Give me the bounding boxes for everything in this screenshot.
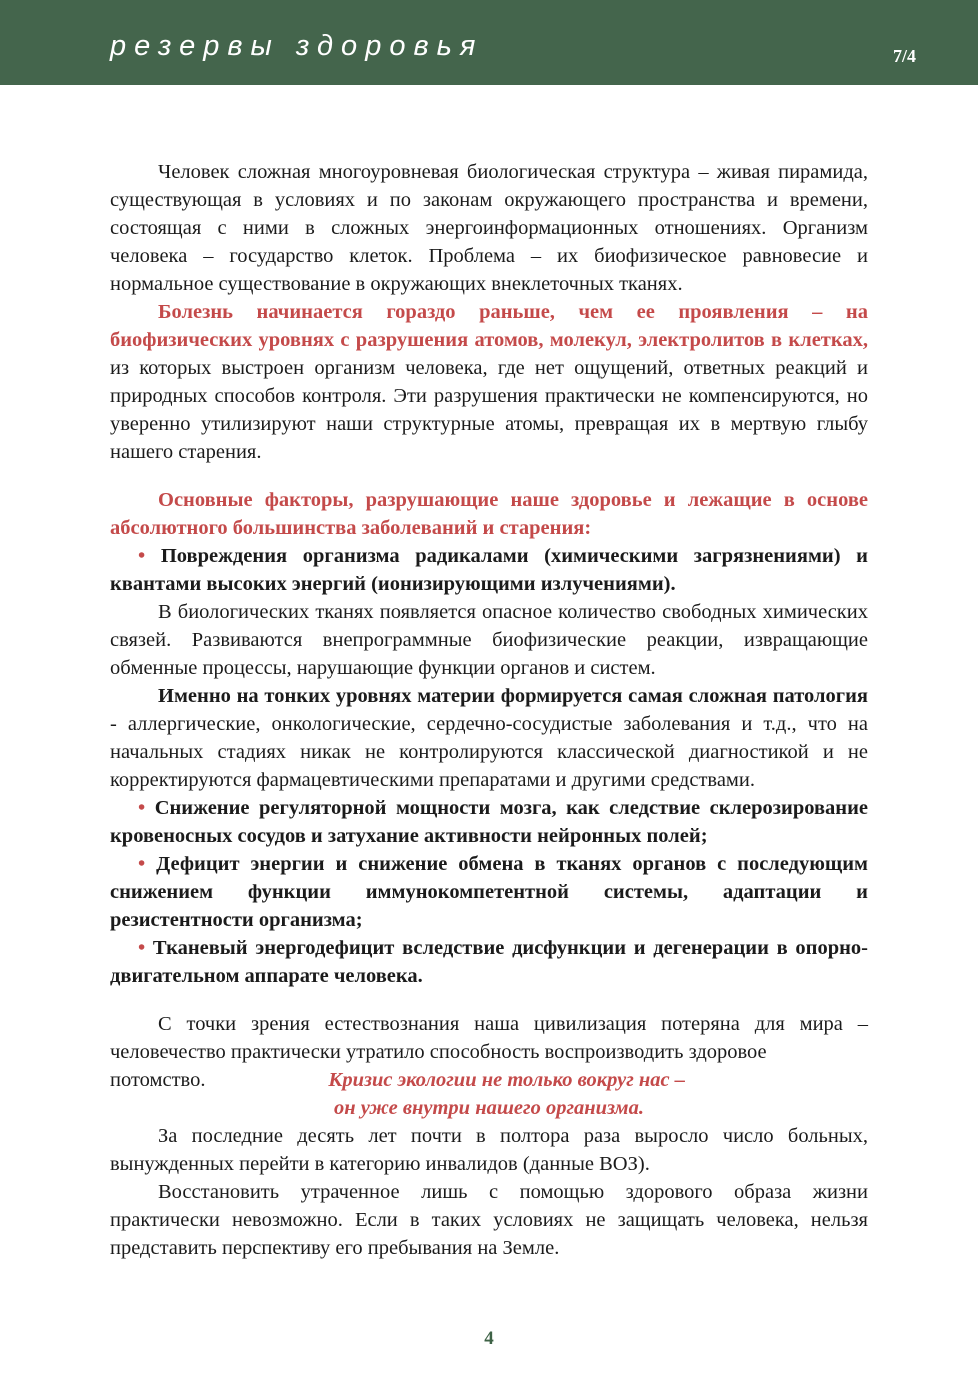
bullet-dot-icon: • <box>138 937 146 959</box>
bullet-dot-icon: • <box>138 545 146 567</box>
paragraph-tissues: В биологических тканях появляется опасное количество свободных химических связей. Развиваются внепрограммные биофизические реакции, извращающие обменные процессы, нарушающие функции органов и систем. <box>110 601 868 679</box>
bullet-item-brain <box>110 794 868 850</box>
factors-heading: Основные факторы, разрушающие наше здоровье и лежащие в основе абсолютного большинства заболеваний и старения: <box>110 489 868 539</box>
article-body <box>110 158 868 1262</box>
bullet-dot-icon: • <box>138 797 146 819</box>
crisis-row <box>110 1066 868 1094</box>
paragraph-intro: Человек сложная многоуровневая биологическая структура – живая пирамида, существующая в условиях и по законам окружающего пространства и времени, состоящая с ними в сложных энергоинформационных отношениях. Организм человека – государство клеток. Проблема – их биофизическое равновесие и нормальное существование в окружающих внеклеточных тканях. <box>110 161 868 295</box>
header-title: резервы здоровья <box>110 30 484 62</box>
bullet-dot-icon: • <box>138 853 146 875</box>
pathology-text: - аллергические, онкологические, сердечно-сосудистые заболевания и т.д., что на начальных стадиях никак не контролируются классической диагностикой и не корректируются фармацевтическими препаратами и другими средствами. <box>110 713 868 791</box>
bullet-text: Снижение регуляторной мощности мозга, как следствие склерозирование кровеносных сосудов и затухание активности нейронных полей; <box>110 797 869 847</box>
paragraph-pathology <box>110 682 868 794</box>
civilization-end: потомство. <box>110 1069 206 1091</box>
paragraph-civilization: С точки зрения естествознания наша цивилизация потеряна для мира – человечество практически утратило способность воспроизводить здоровое <box>110 1013 868 1063</box>
crisis-quote-line1: Кризис экологии не только вокруг нас – <box>328 1069 686 1091</box>
pathology-highlight: Именно на тонких уровнях материи формируется самая сложная патология <box>158 685 868 707</box>
page-number: 4 <box>484 1328 494 1349</box>
bullet-item-energy <box>110 850 868 934</box>
header-page-code: 7/4 <box>892 46 916 66</box>
paragraph-conclusion: Восстановить утраченное лишь с помощью здорового образа жизни практически невозможно. Если в таких условиях не защищать человека, нельзя представить перспективу его пребывания на Земле. <box>110 1181 868 1259</box>
disease-highlight: Болезнь начинается гораздо раньше, чем ее проявления – на биофизических уровнях с разрушения атомов, молекул, электролитов в клетках, <box>110 301 868 351</box>
header-bar <box>0 0 978 85</box>
bullet-text: Тканевый энергодефицит вследствие дисфункции и дегенерации в опорно-двигательном аппарате человека. <box>110 937 868 987</box>
paragraph-disease <box>110 298 868 466</box>
bullet-text: Повреждения организма радикалами (химическими загрязнениями) и квантами высоких энергий (ионизирующими излучениями). <box>110 545 868 595</box>
bullet-item-radicals <box>110 542 868 598</box>
paragraph-statistics: За последние десять лет почти в полтора раза выросло число больных, вынужденных перейти в категорию инвалидов (данные ВОЗ). <box>110 1125 868 1175</box>
disease-text: из которых выстроен организм человека, где нет ощущений, ответных реакций и природных способов контроля. Эти разрушения практически не компенсируются, но уверенно утилизируют наши структурные атомы, превращая их в мертвую глыбу нашего старения. <box>110 357 868 463</box>
bullet-text: Дефицит энергии и снижение обмена в тканях органов с последующим снижением функции иммунокомпетентной системы, адаптации и резистентности организма; <box>110 853 868 931</box>
crisis-quote-line2: он уже внутри нашего организма. <box>334 1097 644 1119</box>
bullet-item-tissue <box>110 934 868 990</box>
